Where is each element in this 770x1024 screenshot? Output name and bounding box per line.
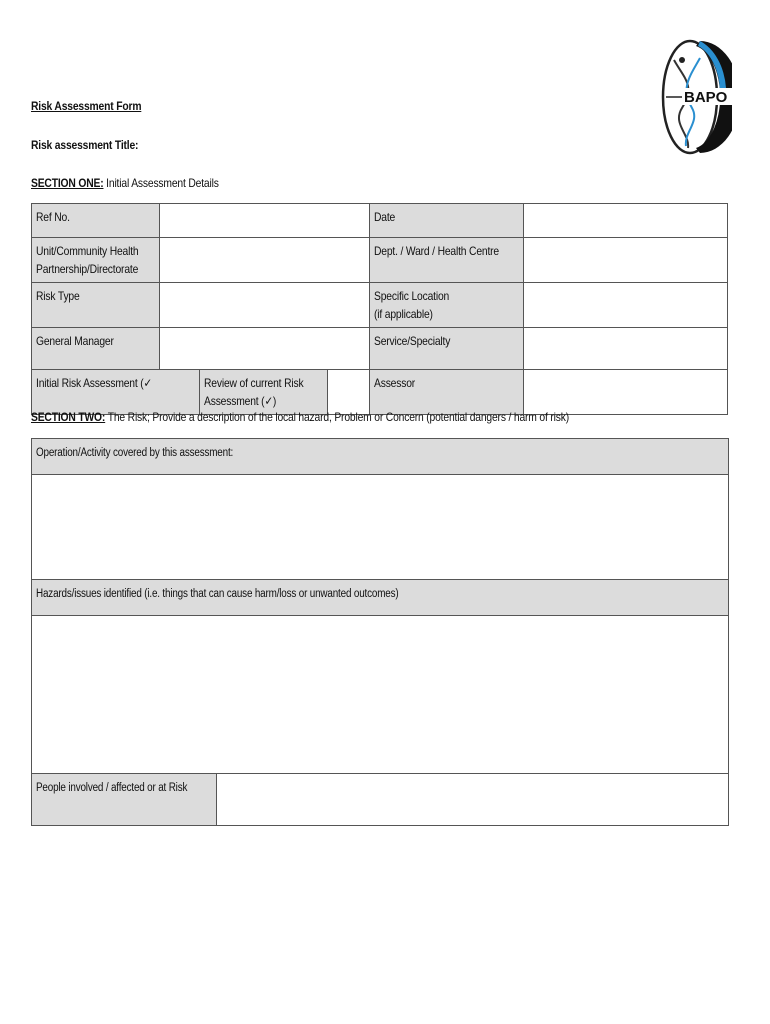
dept-field[interactable]: [523, 238, 727, 283]
hazards-field[interactable]: [32, 616, 729, 774]
risk-description-table: [31, 438, 729, 826]
hazards-label: Hazards/issues identified (i.e. things that can cause harm/loss or unwanted outcomes): [32, 580, 729, 616]
specific-location-label: Specific Location (if applicable): [369, 283, 523, 328]
people-label: People involved / affected or at Risk: [32, 774, 217, 826]
section-one-heading: SECTION ONE: Initial Assessment Details: [31, 176, 219, 190]
risk-type-label: Risk Type: [32, 283, 160, 328]
form-title: Risk Assessment Form: [31, 99, 142, 113]
assessor-label: Assessor: [369, 370, 523, 415]
general-manager-field[interactable]: [160, 328, 369, 370]
risk-title-label: Risk assessment Title:: [31, 138, 139, 152]
general-manager-label: General Manager: [32, 328, 160, 370]
initial-details-table: [31, 203, 728, 415]
operation-field[interactable]: [32, 475, 729, 580]
date-label: Date: [369, 204, 523, 238]
service-field[interactable]: [523, 328, 727, 370]
risk-type-field[interactable]: [160, 283, 369, 328]
unit-field[interactable]: [160, 238, 369, 283]
ref-no-field[interactable]: [160, 204, 369, 238]
operation-label: Operation/Activity covered by this assessment:: [32, 439, 729, 475]
bapo-logo: [660, 38, 732, 156]
initial-risk-label: Initial Risk Assessment (✓: [32, 370, 200, 415]
review-label: Review of current Risk Assessment (✓): [200, 370, 327, 415]
ref-no-label: Ref No.: [32, 204, 160, 238]
logo-wordmark: BAPO: [684, 89, 728, 106]
date-field[interactable]: [523, 204, 727, 238]
specific-location-field[interactable]: [523, 283, 727, 328]
service-label: Service/Specialty: [369, 328, 523, 370]
unit-label: Unit/Community Health Partnership/Directorate: [32, 238, 160, 283]
dept-label: Dept. / Ward / Health Centre: [369, 238, 523, 283]
people-field[interactable]: [216, 774, 728, 826]
section-two-heading: SECTION TWO: The Risk; Provide a description of the local hazard, Problem or Concern (potential dangers / harm of risk): [31, 410, 569, 424]
